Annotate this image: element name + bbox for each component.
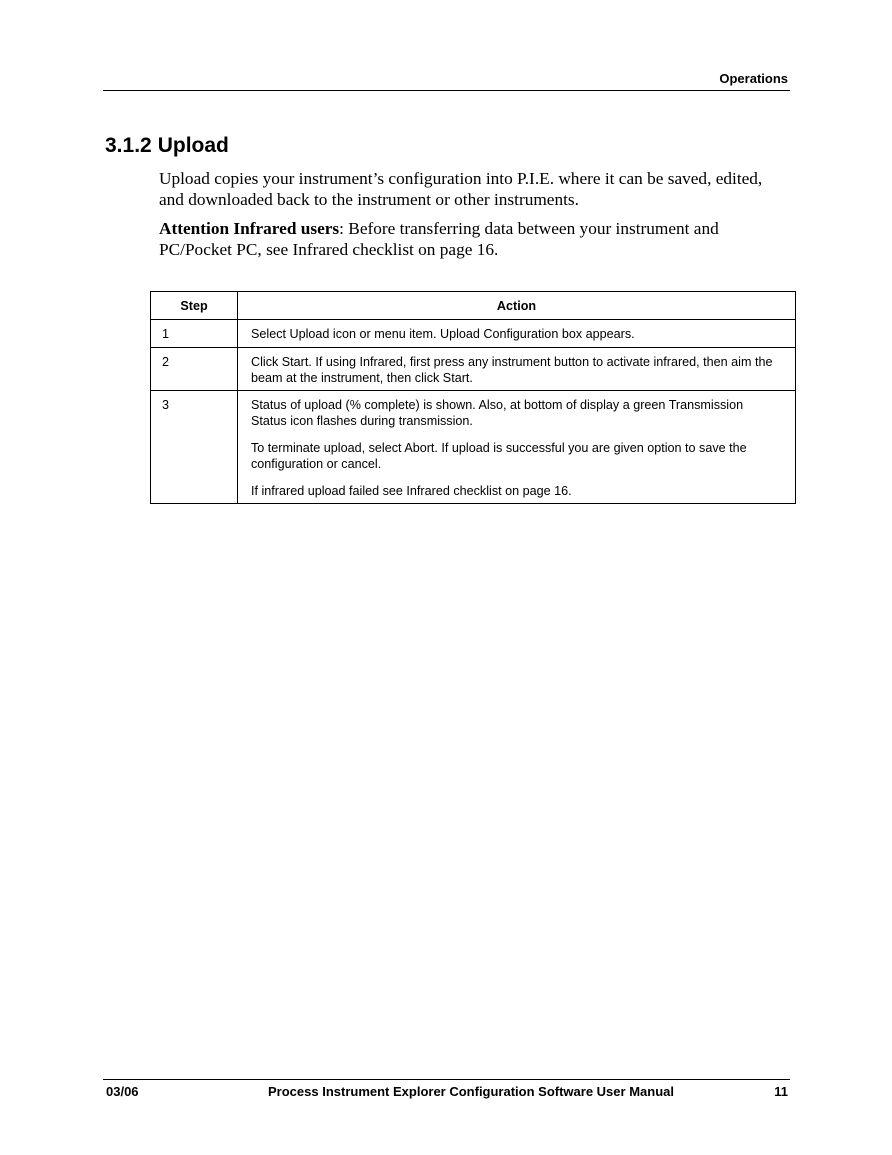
steps-table <box>150 291 796 504</box>
footer-rule <box>103 1079 790 1080</box>
action-cell <box>238 348 796 391</box>
action-cell <box>238 391 796 504</box>
action-text: Click Start. If using Infrared, first press any instrument button to activate infrared, then aim the beam at the instrument, then click Start. <box>251 355 773 385</box>
attention-text: : Before transferring data between your instrument and PC/Pocket PC, see Infrared checklist on page 16. <box>159 219 719 259</box>
section-number: 3.1.2 <box>105 134 152 157</box>
step-number: 1 <box>151 320 238 348</box>
intro-paragraph: Upload copies your instrument’s configuration into P.I.E. where it can be saved, edited, and downloaded back to the instrument or other instruments. <box>159 169 763 209</box>
action-text: Status of upload (% complete) is shown. Also, at bottom of display a green Transmission Status icon flashes during transmission. <box>251 398 744 428</box>
action-text: To terminate upload, select Abort. If upload is successful you are given option to save the configuration or cancel. <box>251 441 747 471</box>
table-header-row <box>151 292 796 320</box>
table-row <box>151 348 796 391</box>
table-row <box>151 391 796 504</box>
action-text: If infrared upload failed see Infrared checklist on page 16. <box>251 484 572 498</box>
section-heading <box>105 134 229 158</box>
footer-date: 03/06 <box>106 1084 139 1099</box>
header-rule <box>103 90 790 91</box>
action-column-header: Action <box>238 292 796 320</box>
footer-page-number: 11 <box>774 1084 788 1099</box>
attention-paragraph <box>159 218 784 260</box>
attention-label: Attention Infrared users <box>159 219 340 238</box>
action-cell <box>238 320 796 348</box>
step-column-header: Step <box>151 292 238 320</box>
section-title: Upload <box>157 134 229 157</box>
action-text: Select Upload icon or menu item. Upload Configuration box appears. <box>251 327 635 341</box>
table-row <box>151 320 796 348</box>
running-header: Operations <box>719 71 788 86</box>
step-number: 2 <box>151 348 238 391</box>
footer-manual-title: Process Instrument Explorer Configuration Software User Manual <box>268 1084 674 1099</box>
step-number: 3 <box>151 391 238 504</box>
